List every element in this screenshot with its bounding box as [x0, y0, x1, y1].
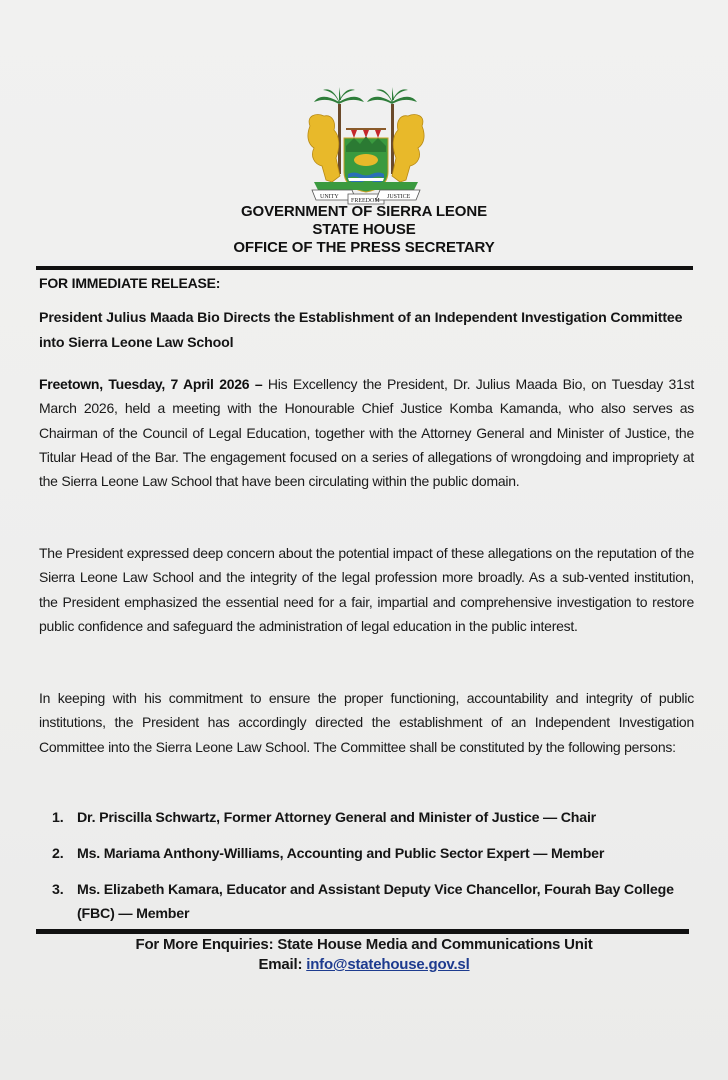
dateline: Freetown, Tuesday, 7 April 2026 – — [39, 376, 263, 392]
footer-divider — [36, 929, 689, 934]
member-text: Ms. Mariama Anthony-Williams, Accounting and Public Sector Expert — Member — [77, 846, 605, 862]
list-number: 2. — [52, 846, 64, 862]
committee-member — [52, 842, 694, 866]
paragraph-1 — [39, 372, 694, 493]
release-label: FOR IMMEDIATE RELEASE: — [39, 275, 221, 291]
footer-email-line — [0, 956, 728, 973]
paragraph-3: In keeping with his commitment to ensure the proper functioning, accountability and integrity of public institutions, the President has accordingly directed the establishment of an Independent Investigation Committee into the Sierra Leone Law School. The Committee shall be constituted by the following persons: — [39, 690, 694, 755]
letterhead-press-office: OFFICE OF THE PRESS SECRETARY — [233, 239, 495, 256]
member-text: Ms. Elizabeth Kamara, Educator and Assistant Deputy Vice Chancellor, Fourah Bay College (FBC) — Member — [77, 882, 674, 922]
coat-of-arms-icon — [296, 86, 436, 208]
letterhead-government: GOVERNMENT OF SIERRA LEONE — [240, 203, 488, 220]
committee-member — [52, 878, 694, 926]
paragraph-2: The President expressed deep concern about the potential impact of these allegations on the reputation of the Sierra Leone Law School and the integrity of the legal profession more broadly. As a sub-vented institution, the President emphasized the essential need for a fair, impartial and comprehensive investigation to restore public confidence and safeguard the administration of legal education in the public interest. — [39, 545, 694, 634]
letterhead-state-house: STATE HOUSE — [312, 221, 416, 238]
svg-text:FREEDOM: FREEDOM — [351, 198, 380, 204]
committee-member — [52, 806, 694, 830]
svg-text:JUSTICE: JUSTICE — [387, 194, 411, 200]
list-number: 3. — [52, 882, 64, 898]
paragraph-1-text: His Excellency the President, Dr. Julius Maada Bio, on Tuesday 31st March 2026, held a meeting with the Honourable Chief Justice Komba Kamanda, who also serves as Chairman of the Council of Legal Education, together with the Attorney General and Minister of Justice, the Titular Head of the Bar. The engagement focused on a series of allegations of wrongdoing and impropriety at the Sierra Leone Law School that have been circulating within the public domain. — [39, 376, 694, 490]
header-divider — [36, 266, 693, 270]
svg-text:UNITY: UNITY — [320, 194, 339, 200]
member-text: Dr. Priscilla Schwartz, Former Attorney General and Minister of Justice — Chair — [77, 810, 597, 826]
list-number: 1. — [52, 810, 64, 826]
email-link[interactable]: info@statehouse.gov.sl — [306, 956, 470, 973]
headline: President Julius Maada Bio Directs the Establishment of an Independent Investigation Committee into Sierra Leone Law School — [39, 310, 683, 351]
committee-list — [52, 806, 694, 938]
email-label: Email: — [258, 956, 307, 973]
footer-enquiries: For More Enquiries: State House Media and Communications Unit — [135, 936, 593, 953]
